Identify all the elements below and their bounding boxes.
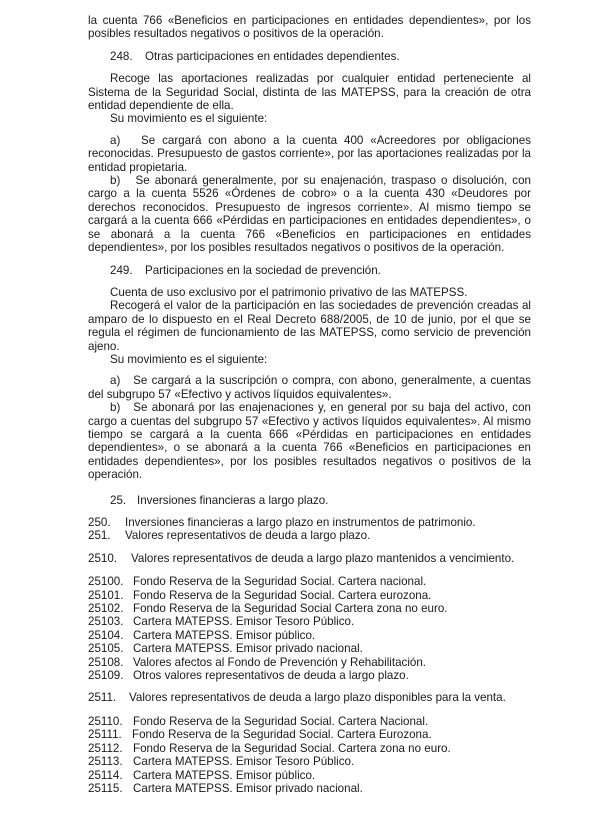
- account-number: 250.: [88, 516, 111, 529]
- account-number: 25113.: [88, 755, 123, 769]
- section-249-item-a: a) Se cargará a la suscripción o compra, con abono, generalmente, a cuentas del subgrupo 57 «Efectivo y activos líquidos equivalentes».: [88, 374, 531, 401]
- account-label: Cartera MATEPSS. Emisor público.: [133, 628, 316, 642]
- section-number: 25.: [110, 493, 127, 507]
- section-number: 2511.: [88, 691, 117, 705]
- account-label: Valores afectos al Fondo de Prevención y Rehabilitación.: [133, 655, 427, 669]
- account-label: Valores representativos de deuda a largo plazo.: [125, 529, 371, 543]
- section-249-item-b: b) Se abonará por las enajenaciones y, en general por su baja del activo, con cargo a cuentas del subgrupo 57 «Efectivo y activos líquidos equivalentes». Al mismo tiempo se cargará a la cuenta 666 «Pérdidas en participaciones en entidades dependientes», o se abonará a la cuenta 766 «Beneficios en participaciones en entidades dependientes», por los posibles resultados negativos o positivos de la operación.: [88, 401, 531, 482]
- section-248-item-b: b) Se abonará generalmente, por su enajenación, traspaso o disolución, con cargo a la cuenta 5526 «Órdenes de cobro» o a la cuenta 430 «Deudores por derechos reconocidos. Presupuesto de ingresos corriente». Al mismo tiempo se cargará a la cuenta 666 «Pérdidas en participaciones en entidades dependientes», o se abonará a la cuenta 766 «Beneficios en participaciones en entidades dependientes», por los posibles resultados negativos o positivos de la operación.: [88, 174, 531, 255]
- account-label: Cartera MATEPSS. Emisor público.: [133, 768, 316, 782]
- section-title: Participaciones en la sociedad de prevención.: [145, 263, 381, 277]
- account-number: 25101.: [88, 588, 124, 602]
- account-label: Inversiones financieras a largo plazo en instrumentos de patrimonio.: [125, 516, 476, 529]
- account-number: 25112.: [88, 741, 123, 755]
- list-item: [88, 629, 531, 642]
- account-label: Fondo Reserva de la Seguridad Social. Cartera Eurozona.: [132, 728, 432, 742]
- account-number: 25100.: [88, 575, 124, 589]
- section-title: Inversiones financieras a largo plazo.: [137, 493, 329, 507]
- account-label: Fondo Reserva de la Seguridad Social Cartera zona no euro.: [133, 602, 448, 616]
- account-label: Cartera MATEPSS. Emisor Tesoro Público.: [133, 755, 355, 769]
- list-item: [88, 769, 531, 782]
- list-item: [88, 575, 531, 588]
- account-label: Fondo Reserva de la Seguridad Social. Cartera eurozona.: [133, 588, 432, 602]
- list-item: [88, 782, 531, 795]
- section-248-item-a: a) Se cargará con abono a la cuenta 400 «Acreedores por obligaciones reconocidas. Presupuesto de gastos corriente», por las aportaciones realizadas por la entidad propietaria.: [88, 133, 531, 174]
- list-item: [88, 755, 531, 768]
- list-item: [88, 642, 531, 655]
- list-item: [88, 728, 531, 741]
- account-number: 251.: [88, 529, 111, 543]
- account-number: 25103.: [88, 615, 124, 629]
- list-item: [88, 602, 531, 615]
- accounts-2511-list: [88, 715, 531, 795]
- section-249-movement-intro: Su movimiento es el siguiente:: [110, 352, 268, 366]
- account-number: 25115.: [88, 781, 123, 795]
- account-number: 25105.: [88, 642, 124, 656]
- list-item: [88, 742, 531, 755]
- document-page: [88, 14, 531, 795]
- list-item: [88, 669, 531, 682]
- accounts-2510-list: [88, 575, 531, 682]
- list-item: [88, 615, 531, 628]
- section-number: 2510.: [88, 551, 118, 565]
- account-label: Cartera MATEPSS. Emisor privado nacional.: [133, 781, 363, 795]
- account-number: 25109.: [88, 669, 124, 683]
- section-25-heading: [88, 494, 531, 507]
- account-label: Fondo Reserva de la Seguridad Social. Cartera zona no euro.: [133, 741, 451, 755]
- section-248-description: Recoge las aportaciones realizadas por cualquier entidad perteneciente al Sistema de la Seguridad Social, distinta de las MATEPSS, para la creación de otra entidad dependiente de ella.: [88, 72, 531, 113]
- account-number: 25110.: [88, 714, 123, 728]
- section-number: 249.: [110, 263, 133, 277]
- list-item: [88, 589, 531, 602]
- intro-paragraph: la cuenta 766 «Beneficios en participaciones en entidades dependientes», por los posibles resultados negativos o positivos de la operación.: [88, 14, 531, 41]
- account-label: Fondo Reserva de la Seguridad Social. Cartera nacional.: [133, 575, 427, 589]
- account-number: 25104.: [88, 628, 124, 642]
- section-248-movement-intro: Su movimiento es el siguiente:: [110, 112, 268, 126]
- account-label: Fondo Reserva de la Seguridad Social. Cartera Nacional.: [133, 714, 429, 728]
- section-249-usage: Cuenta de uso exclusivo por el patrimonio privativo de las MATEPSS.: [110, 285, 468, 299]
- section-title: Valores representativos de deuda a largo plazo mantenidos a vencimiento.: [131, 551, 515, 565]
- account-label: Cartera MATEPSS. Emisor privado nacional.: [133, 642, 363, 656]
- section-249-description: Recogerá el valor de la participación en las sociedades de prevención creadas al amparo de lo dispuesto en el Real Decreto 688/2005, de 10 de junio, por el que se regula el régimen de funcionamiento de las MATEPSS, como servicio de prevención ajeno.: [88, 299, 531, 353]
- list-item: [88, 715, 531, 728]
- accounts-3-list: [88, 516, 531, 543]
- account-number: 25102.: [88, 602, 124, 616]
- section-title: Otras participaciones en entidades dependientes.: [145, 49, 400, 63]
- account-number: 25108.: [88, 655, 124, 669]
- account-label: Otros valores representativos de deuda a largo plazo.: [133, 669, 409, 683]
- account-number: 25111.: [88, 728, 122, 742]
- list-item: [88, 529, 531, 542]
- section-2511-heading: [88, 691, 531, 704]
- section-248-heading: [88, 50, 531, 63]
- section-number: 248.: [110, 49, 133, 63]
- section-249-heading: [88, 264, 531, 277]
- list-item: [88, 656, 531, 669]
- section-title: Valores representativos de deuda a largo plazo disponibles para la venta.: [129, 691, 506, 705]
- account-number: 25114.: [88, 768, 123, 782]
- section-2510-heading: [88, 552, 531, 565]
- list-item: [88, 516, 531, 529]
- account-label: Cartera MATEPSS. Emisor Tesoro Público.: [133, 615, 355, 629]
